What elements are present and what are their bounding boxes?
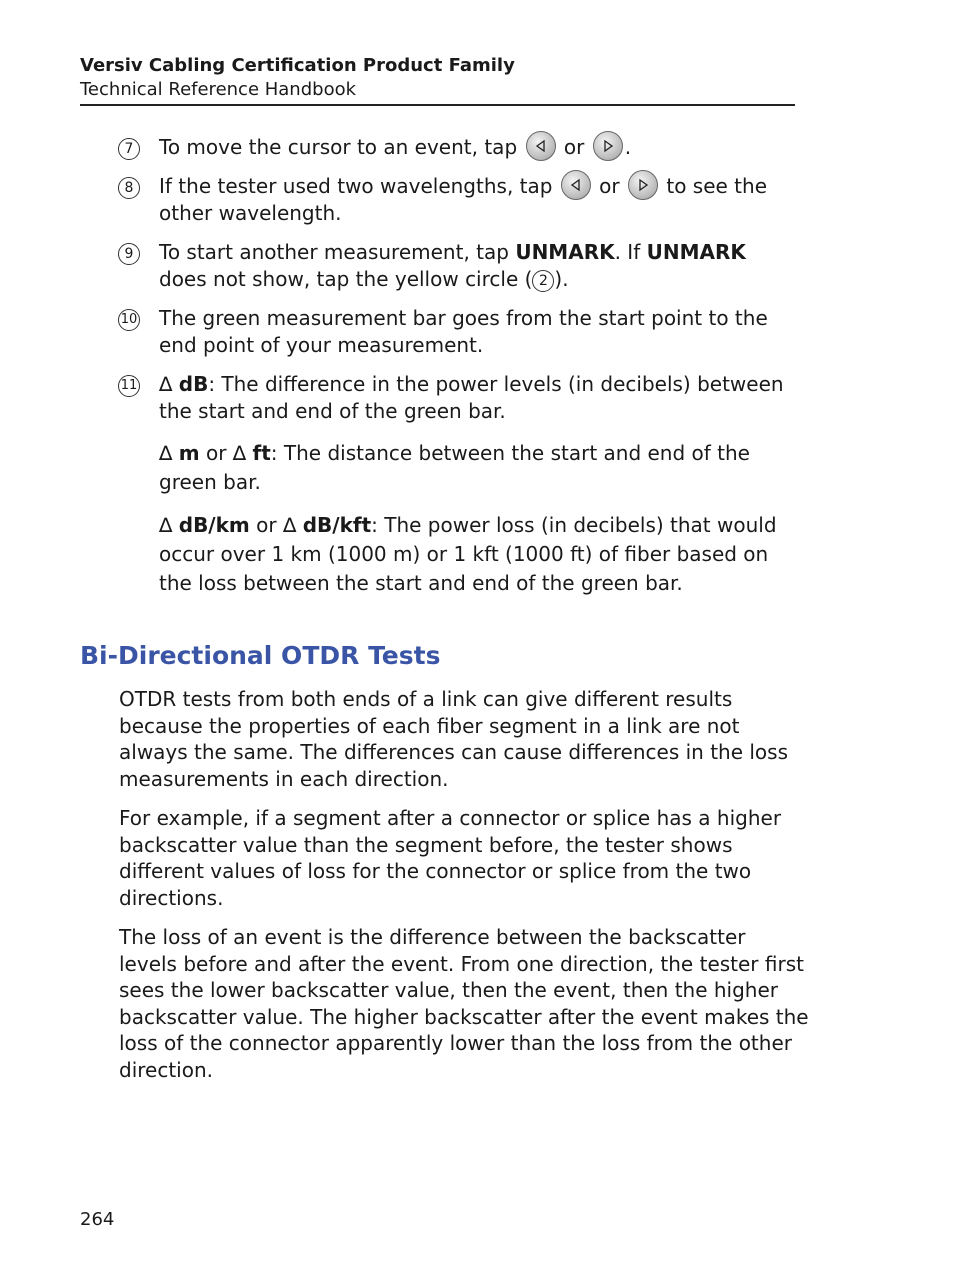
right-arrow-button-icon [593, 131, 623, 161]
delta-symbol: ∆ [282, 513, 303, 537]
term-label: m [178, 441, 200, 465]
term-label: dB/km [178, 513, 250, 537]
callout-list [80, 134, 795, 598]
unmark-label: UNMARK [646, 240, 746, 264]
page-header [80, 54, 795, 106]
paragraph: OTDR tests from both ends of a link can give different results because the properties of each fiber segment in a link are not always the same. The differences can cause differences in the loss measurements in each direction. [119, 687, 789, 791]
callout-reference-icon: 2 [532, 270, 554, 292]
section-body [119, 686, 809, 1096]
item-text: to see the other wavelength. [159, 174, 768, 225]
term-label: dB/kft [302, 513, 372, 537]
delta-symbol: ∆ [159, 513, 179, 537]
header-subtitle: Technical Reference Handbook [80, 79, 357, 100]
callout-item-9 [80, 239, 795, 293]
item-text: does not show, tap the yellow circle ( [159, 267, 533, 291]
left-arrow-button-icon [561, 170, 591, 200]
term-label: dB [178, 372, 209, 396]
callout-item-11 [80, 371, 795, 425]
item-text: or [592, 174, 626, 198]
callout-number: 8 [118, 177, 140, 199]
item-text: ). [554, 267, 569, 291]
callout-number: 11 [118, 375, 140, 397]
item-text: If the tester used two wavelengths, tap [159, 174, 559, 198]
item-text: . [624, 135, 632, 159]
item-text: To move the cursor to an event, tap [159, 135, 524, 159]
delta-symbol: ∆ [159, 372, 179, 396]
delta-symbol: ∆ [159, 441, 179, 465]
callout-item-7 [80, 134, 795, 161]
left-arrow-button-icon [526, 131, 556, 161]
header-title: Versiv Cabling Certification Product Family [80, 55, 515, 76]
callout-item-8 [80, 173, 795, 227]
item-text: : The difference in the power levels (in decibels) between the start and end of the green bar. [159, 372, 784, 423]
unmark-label: UNMARK [515, 240, 615, 264]
definition-distance [80, 439, 795, 497]
callout-item-10 [80, 305, 795, 359]
definition-loss-rate [80, 511, 795, 598]
item-text: To start another measurement, tap [159, 240, 516, 264]
item-text: : The power loss (in decibels) that would occur over 1 km (1000 m) or 1 kft (1000 ft) of fiber based on the loss between the start and end of the green bar. [159, 513, 777, 595]
delta-symbol: ∆ [232, 441, 253, 465]
callout-number: 10 [118, 309, 140, 331]
item-text: . If [614, 240, 647, 264]
right-arrow-button-icon [628, 170, 658, 200]
item-text: The green measurement bar goes from the start point to the end point of your measurement. [159, 306, 768, 357]
paragraph: The loss of an event is the difference between the backscatter levels before and after the event. From one direction, the tester first sees the lower backscatter value, then the event, then the higher backscatter value. The higher backscatter after the event makes the loss of the connector apparently lower than the loss from the other direction. [119, 925, 809, 1082]
item-text: : The distance between the start and end of the green bar. [159, 441, 750, 494]
term-label: ft [252, 441, 271, 465]
item-text: or [557, 135, 591, 159]
section-heading: Bi-Directional OTDR Tests [80, 641, 441, 670]
callout-number: 9 [118, 243, 140, 265]
page-number: 264 [80, 1209, 115, 1230]
item-text: or [199, 441, 233, 465]
callout-number: 7 [118, 138, 140, 160]
item-text: or [249, 513, 283, 537]
paragraph: For example, if a segment after a connector or splice has a higher backscatter value than the segment before, the tester shows different values of loss for the connector or splice from the two directions. [119, 806, 782, 910]
